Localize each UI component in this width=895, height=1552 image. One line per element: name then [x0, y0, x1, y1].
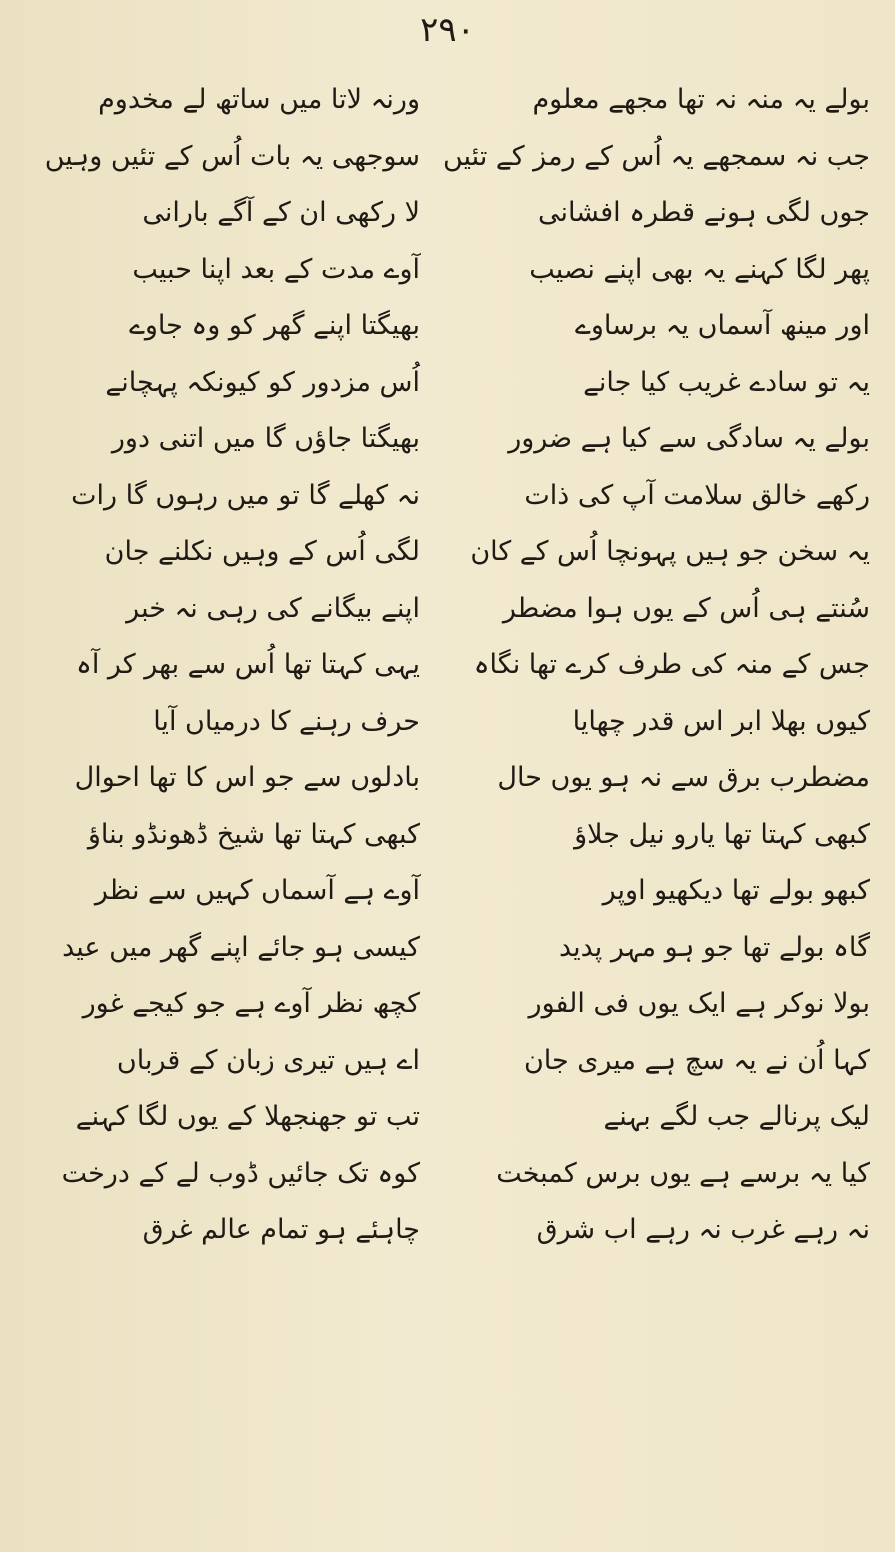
verse-line: کچھ نظر آوے ہے جو کیجے غور	[82, 988, 420, 1019]
verse-line: بولے یہ سادگی سے کیا ہے ضرور	[508, 423, 870, 454]
verse-line: اور مینھ آسماں یہ برساوے	[575, 310, 870, 341]
verse-line: چاہئے ہو تمام عالم غرق	[142, 1214, 420, 1245]
page-number: ۲۹۰	[420, 10, 475, 50]
left-verse-column	[20, 72, 420, 1259]
verse-line: جوں لگی ہونے قطرہ افشانی	[537, 197, 870, 228]
verse-line: بھیگتا جاؤں گا میں اتنی دور	[111, 423, 420, 454]
right-verse-column	[442, 72, 870, 1259]
verse-line: کیسی ہو جائے اپنے گھر میں عید	[62, 931, 420, 963]
verse-line: گاہ بولے تھا جو ہو مہر پدید	[558, 931, 870, 963]
verse-line: لا رکھی ان کے آگے بارانی	[142, 197, 420, 228]
verse-line: یہ تو سادے غریب کیا جانے	[583, 366, 870, 398]
verse-line: بادلوں سے جو اس کا تھا احوال	[74, 762, 420, 793]
verse-line: مضطرب برق سے نہ ہو یوں حال	[497, 762, 870, 793]
verse-line: بھیگتا اپنے گھر کو وہ جاوے	[129, 310, 420, 341]
verse-line: اُس مزدور کو کیونکہ پہچانے	[105, 366, 420, 398]
verse-line: سُنتے ہی اُس کے یوں ہوا مضطر	[502, 592, 870, 624]
verse-line: بولے یہ منہ نہ تھا مجھے معلوم	[532, 84, 870, 115]
verse-line: رکھے خالق سلامت آپ کی ذات	[524, 479, 870, 511]
verse-line: یہی کہتا تھا اُس سے بھر کر آہ	[76, 649, 420, 680]
verse-line: نہ کھلے گا تو میں رہوں گا رات	[71, 479, 420, 511]
verse-line: حرف رہنے کا درمیاں آیا	[153, 705, 420, 737]
verse-line: آوے ہے آسماں کہیں سے نظر	[94, 875, 420, 906]
verse-line: کبھی کہتا تھا یارو نیل جلاؤ	[574, 818, 870, 850]
verse-line: یہ سخن جو ہیں پہونچا اُس کے کان	[470, 536, 870, 567]
verse-line: بولا نوکر ہے ایک یوں فی الفور	[528, 988, 870, 1019]
verse-line: کیوں بھلا ابر اس قدر چھایا	[572, 705, 870, 737]
verse-line: کبھو بولے تھا دیکھیو اوپر	[602, 875, 870, 906]
verse-line: ورنہ لاتا میں ساتھ لے مخدوم	[98, 84, 420, 115]
verse-line: جب نہ سمجھے یہ اُس کے رمز کے تئیں	[442, 140, 870, 172]
verse-line: لگی اُس کے وہیں نکلنے جان	[104, 536, 420, 567]
verse-line: جس کے منہ کی طرف کرے تھا نگاہ	[473, 649, 870, 680]
verse-line: آوے مدت کے بعد اپنا حبیب	[132, 253, 420, 285]
verse-line: اپنے بیگانے کی رہی نہ خبر	[126, 592, 420, 624]
verse-line: تب تو جھنجھلا کے یوں لگا کہنے	[75, 1101, 420, 1132]
verse-line: اے ہیں تیری زبان کے قرباں	[116, 1044, 420, 1076]
verse-line: کبھی کہتا تھا شیخ ڈھونڈو بناؤ	[87, 818, 420, 850]
verse-line: کوہ تک جائیں ڈوب لے کے درخت	[61, 1157, 420, 1189]
verse-line: کہا اُن نے یہ سچ ہے میری جان	[523, 1044, 870, 1076]
verse-line: لیک پرنالے جب لگے بہنے	[603, 1101, 870, 1132]
verse-line: کیا یہ برسے ہے یوں برس کمبخت	[496, 1157, 870, 1189]
verse-line: نہ رہے غرب نہ رہے اب شرق	[536, 1214, 870, 1245]
verse-line: سوجھی یہ بات اُس کے تئیں وہیں	[44, 140, 420, 172]
verse-line: پھر لگا کہنے یہ بھی اپنے نصیب	[529, 253, 870, 285]
